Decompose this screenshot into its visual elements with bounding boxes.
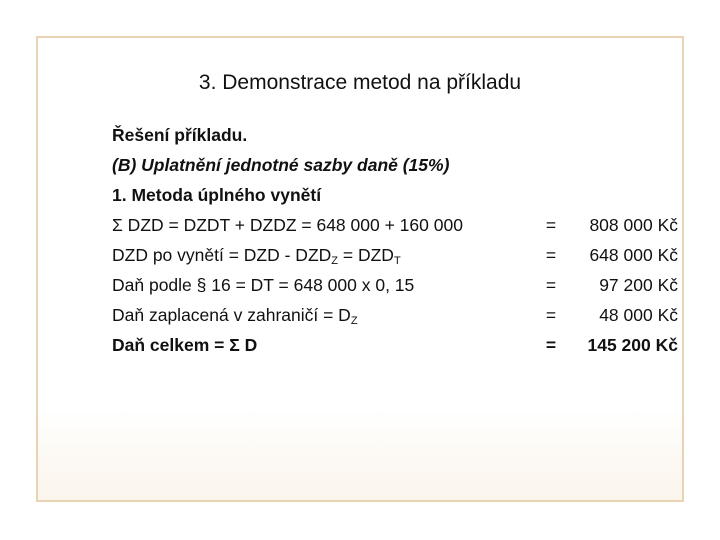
row-income-after-exemption-text-a: DZD po vynětí = DZD - DZD — [112, 245, 332, 265]
slide-frame — [36, 36, 684, 502]
row-total-income-equals: = — [545, 215, 557, 235]
row-foreign-tax-label — [112, 304, 358, 326]
row-income-after-exemption-value: 648 000 Kč — [589, 245, 678, 265]
row-tax-section-16-value: 97 200 Kč — [599, 275, 678, 295]
row-total-tax-label: Daň celkem = Σ D — [112, 335, 258, 355]
row-total-income-value: 808 000 Kč — [589, 215, 678, 235]
row-total-tax-equals: = — [545, 335, 557, 355]
row-foreign-tax-equals: = — [545, 305, 557, 325]
row-income-after-exemption-equals: = — [545, 245, 557, 265]
row-foreign-tax-text: Daň zaplacená v zahraničí = D — [112, 305, 351, 325]
slide-title: 3. Demonstrace metod na příkladu — [198, 71, 522, 94]
row-income-after-exemption-sub-a: Z — [331, 255, 339, 267]
row-income-after-exemption-text-b: = DZD — [338, 245, 394, 265]
row-income-after-exemption-sub-b: T — [393, 255, 401, 267]
row-total-income-label: Σ DZD = DZDT + DZDZ = 648 000 + 160 000 — [112, 215, 463, 235]
flat-rate-subheading: (B) Uplatnění jednotné sazby daně (15%) — [112, 155, 450, 175]
row-foreign-tax-sub: Z — [350, 315, 358, 327]
row-income-after-exemption-label — [112, 244, 401, 266]
row-total-tax-value: 145 200 Kč — [587, 335, 678, 355]
solution-heading: Řešení příkladu. — [112, 125, 248, 145]
row-tax-section-16-label: Daň podle § 16 = DT = 648 000 x 0, 15 — [112, 275, 415, 295]
method-heading: 1. Metoda úplného vynětí — [112, 185, 322, 205]
row-tax-section-16-equals: = — [545, 275, 557, 295]
row-foreign-tax-value: 48 000 Kč — [599, 305, 678, 325]
